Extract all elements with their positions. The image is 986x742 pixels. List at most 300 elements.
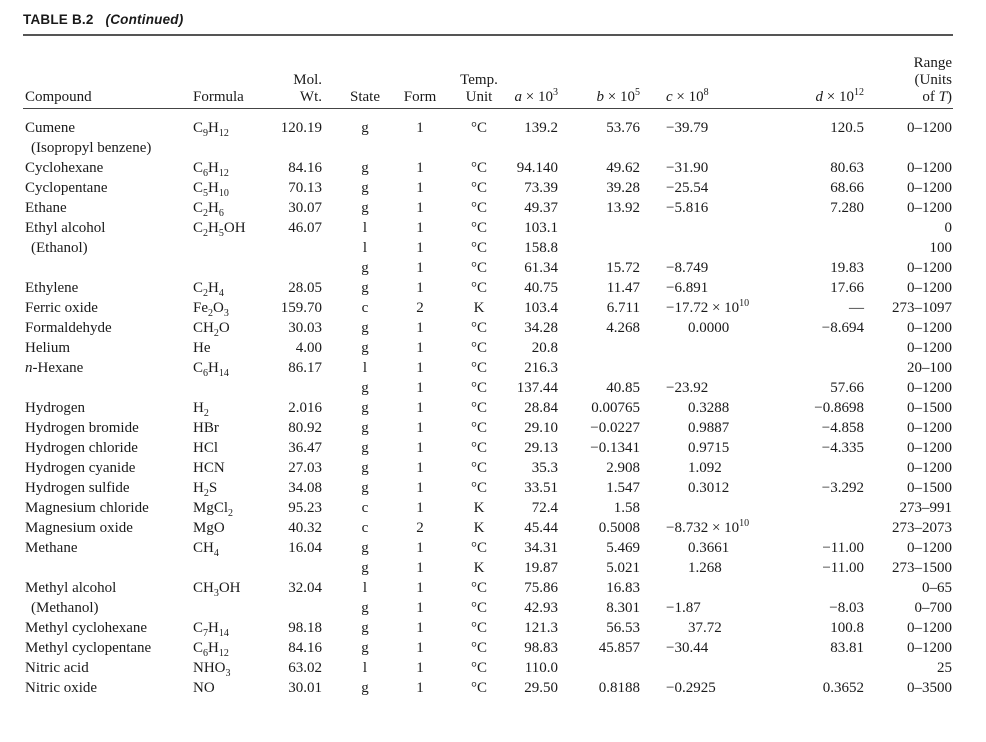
- cell-molwt: 120.19: [280, 120, 322, 136]
- cell-range: 100: [929, 240, 952, 256]
- cell-unit: °C: [470, 180, 487, 196]
- cell-range: 0–1200: [907, 320, 952, 336]
- cell-form: 1: [416, 340, 424, 356]
- cell-molwt: 30.03: [288, 320, 322, 336]
- cell-c: 0.0000: [688, 320, 730, 336]
- cell-d: 80.63: [830, 160, 864, 176]
- cell-unit: °C: [470, 220, 487, 236]
- table-row: [0, 678, 986, 698]
- cell-formula: MgO: [193, 520, 225, 536]
- cell-b: 45.857: [598, 640, 640, 656]
- cell-molwt: 70.13: [288, 180, 322, 196]
- cell-range: 25: [937, 660, 952, 676]
- cell-c: [666, 138, 766, 158]
- cell-c: 1.092: [688, 460, 722, 476]
- cell-compound: Methyl alcohol: [25, 580, 117, 596]
- cell-molwt: 36.47: [288, 440, 322, 456]
- cell-compound: Ethane: [25, 200, 67, 216]
- table-row: [0, 438, 986, 458]
- table-row: [0, 458, 986, 478]
- cell-formula: $H_2S$: [193, 480, 218, 499]
- cell-form: 1: [416, 420, 424, 436]
- cell-a: 61.34: [524, 260, 558, 276]
- cell-form: 1: [416, 540, 424, 556]
- table-row: [0, 578, 986, 598]
- cell-range: 0–1200: [907, 380, 952, 396]
- table-row: [0, 498, 986, 518]
- cell-unit: K: [473, 500, 485, 516]
- cell-state: c: [361, 500, 369, 516]
- cell-state: g: [361, 200, 369, 216]
- cell-range: 0–65: [922, 580, 952, 596]
- cell-state: c: [361, 520, 369, 536]
- cell-d: −3.292: [821, 480, 864, 496]
- cell-b: [560, 138, 640, 158]
- cell-a: 94.140: [516, 160, 558, 176]
- cell-state: [340, 138, 390, 158]
- column-header-unit: Temp. Unit: [460, 72, 498, 105]
- table-row: [0, 118, 986, 138]
- cell-c: −0.2925: [666, 680, 716, 696]
- cell-c: −6.891: [666, 280, 709, 296]
- cell-a: 103.4: [524, 300, 558, 316]
- table-row: [0, 178, 986, 198]
- cell-unit: K: [473, 300, 485, 316]
- cell-compound: Hydrogen sulfide: [25, 480, 130, 496]
- cell-molwt: 2.016: [288, 400, 322, 416]
- cell-formula: $C_9H_{12}$: [193, 120, 229, 139]
- cell-range: 0–1200: [907, 280, 952, 296]
- cell-form: 1: [416, 440, 424, 456]
- cell-d: [768, 358, 864, 378]
- cell-range: 0–700: [914, 600, 952, 616]
- cell-molwt: [268, 558, 322, 578]
- cell-unit: °C: [470, 660, 487, 676]
- column-header-c: $c \times 10^8$: [666, 87, 709, 105]
- cell-unit: °C: [470, 340, 487, 356]
- cell-a: 35.3: [531, 460, 558, 476]
- cell-state: g: [361, 440, 369, 456]
- cell-form: 1: [416, 500, 424, 516]
- cell-compound: Helium: [25, 340, 70, 356]
- table-row: [0, 218, 986, 238]
- cell-a: 40.75: [524, 280, 558, 296]
- cell-molwt: 98.18: [288, 620, 322, 636]
- table-row: [0, 258, 986, 278]
- column-header-range: Range (Units of T): [913, 55, 952, 105]
- column-header-compound: Compound: [25, 89, 92, 105]
- cell-unit: °C: [470, 580, 487, 596]
- cell-unit: °C: [470, 420, 487, 436]
- cell-compound: Magnesium chloride: [25, 500, 149, 516]
- cell-range: 20–100: [907, 360, 952, 376]
- table-caption: [23, 12, 183, 27]
- table-row: [0, 638, 986, 658]
- cell-unit: °C: [470, 680, 487, 696]
- cell-compound: Formaldehyde: [25, 320, 112, 336]
- cell-d: −0.8698: [814, 400, 864, 416]
- cell-d: −4.858: [821, 420, 864, 436]
- cell-c: [666, 658, 766, 678]
- cell-formula: [193, 378, 268, 398]
- cell-formula: $CH_2O$: [193, 320, 230, 339]
- cell-form: 1: [416, 120, 424, 136]
- table-row: [0, 318, 986, 338]
- cell-state: l: [362, 580, 368, 596]
- cell-unit: °C: [470, 240, 487, 256]
- cell-state: g: [361, 540, 369, 556]
- table-label: TABLE B.2: [23, 12, 94, 27]
- cell-formula: [193, 258, 268, 278]
- cell-range: 0–1200: [907, 160, 952, 176]
- cell-state: g: [361, 120, 369, 136]
- cell-a: 29.13: [524, 440, 558, 456]
- cell-molwt: 46.07: [288, 220, 322, 236]
- column-header-form: Form: [403, 89, 437, 105]
- cell-b: [560, 238, 640, 258]
- cell-form: 1: [416, 580, 424, 596]
- cell-c: 0.3288: [688, 400, 730, 416]
- cell-d: [768, 338, 864, 358]
- column-header-a: $a \times 10^3$: [514, 87, 558, 105]
- cell-d: −4.335: [821, 440, 864, 456]
- table-row: [0, 158, 986, 178]
- cell-unit: °C: [470, 440, 487, 456]
- cell-d: −11.00: [822, 560, 864, 576]
- cell-compound: Cumene: [25, 120, 75, 136]
- cell-form: 1: [416, 320, 424, 336]
- cell-b: 40.85: [606, 380, 640, 396]
- cell-b: 1.58: [613, 500, 640, 516]
- cell-range: 0–1200: [907, 440, 952, 456]
- cell-unit: °C: [470, 460, 487, 476]
- table-row: [0, 618, 986, 638]
- cell-a: 34.28: [524, 320, 558, 336]
- cell-compound: Magnesium oxide: [25, 520, 133, 536]
- cell-formula: [193, 598, 268, 618]
- cell-molwt: 4.00: [295, 340, 322, 356]
- cell-formula: $Fe_2O_3$: [193, 300, 229, 319]
- cell-form: 1: [416, 200, 424, 216]
- table-row: [0, 278, 986, 298]
- cell-molwt: [268, 238, 322, 258]
- cell-form: 1: [416, 400, 424, 416]
- cell-d: −8.694: [821, 320, 864, 336]
- cell-c: 0.3661: [688, 540, 730, 556]
- cell-molwt: 34.08: [288, 480, 322, 496]
- table-row: [0, 518, 986, 538]
- cell-molwt: [268, 598, 322, 618]
- cell-a: 72.4: [531, 500, 558, 516]
- cell-range: 273–991: [899, 500, 952, 516]
- cell-state: g: [361, 480, 369, 496]
- cell-formula: [193, 558, 268, 578]
- cell-range: 0–1500: [907, 480, 952, 496]
- cell-c: [666, 358, 766, 378]
- cell-state: g: [361, 400, 369, 416]
- cell-range: 0–1500: [907, 400, 952, 416]
- cell-c: $-17.72 \times 10^{10}$: [666, 298, 750, 316]
- cell-compound: (Methanol): [31, 600, 99, 616]
- cell-c: [666, 238, 766, 258]
- cell-formula: MgCl$_2$: [193, 500, 234, 519]
- cell-a: 45.44: [524, 520, 558, 536]
- cell-form: 1: [416, 640, 424, 656]
- cell-formula: [193, 238, 268, 258]
- cell-form: 1: [416, 280, 424, 296]
- cell-range: 273–2073: [892, 520, 952, 536]
- cell-state: g: [361, 560, 369, 576]
- cell-compound: Ethylene: [25, 280, 79, 296]
- cell-formula: $C_2H_6$: [193, 200, 224, 219]
- cell-c: $-8.732 \times 10^{10}$: [666, 518, 750, 536]
- cell-d: 83.81: [830, 640, 864, 656]
- cell-formula: HBr: [193, 420, 219, 436]
- cell-a: 19.87: [524, 560, 558, 576]
- cell-a: 49.37: [524, 200, 558, 216]
- cell-molwt: 84.16: [288, 160, 322, 176]
- continued-label: (Continued): [105, 12, 184, 27]
- cell-formula: HCl: [193, 440, 219, 456]
- cell-d: —: [849, 300, 864, 316]
- cell-form: 1: [416, 680, 424, 696]
- cell-molwt: 63.02: [288, 660, 322, 676]
- cell-unit: °C: [470, 600, 487, 616]
- cell-unit: °C: [470, 360, 487, 376]
- cell-unit: °C: [470, 380, 487, 396]
- cell-a: 98.83: [524, 640, 558, 656]
- cell-form: [397, 138, 443, 158]
- cell-state: g: [361, 280, 369, 296]
- cell-unit: °C: [470, 200, 487, 216]
- cell-compound: [25, 258, 190, 278]
- cell-form: 1: [416, 220, 424, 236]
- cell-b: [560, 338, 640, 358]
- cell-c: −25.54: [666, 180, 709, 196]
- cell-formula: $C_2H_5OH$: [193, 220, 246, 239]
- cell-form: 1: [416, 240, 424, 256]
- cell-b: 15.72: [606, 260, 640, 276]
- cell-a: 139.2: [524, 120, 558, 136]
- cell-d: 57.66: [830, 380, 864, 396]
- cell-a: 42.93: [524, 600, 558, 616]
- cell-d: −8.03: [829, 600, 864, 616]
- cell-formula: $C_7H_{14}$: [193, 620, 229, 639]
- cell-c: −30.44: [666, 640, 709, 656]
- cell-range: 0–1200: [907, 120, 952, 136]
- cell-form: 1: [416, 460, 424, 476]
- cell-d: [768, 518, 864, 538]
- cell-unit: °C: [470, 120, 487, 136]
- table-row: [0, 358, 986, 378]
- cell-a: 34.31: [524, 540, 558, 556]
- cell-c: −5.816: [666, 200, 709, 216]
- cell-a: [507, 138, 558, 158]
- cell-state: g: [361, 260, 369, 276]
- cell-d: [768, 218, 864, 238]
- cell-a: 75.86: [524, 580, 558, 596]
- cell-form: 1: [416, 660, 424, 676]
- cell-state: c: [361, 300, 369, 316]
- cell-form: 1: [416, 480, 424, 496]
- cell-d: [768, 458, 864, 478]
- cell-state: g: [361, 640, 369, 656]
- cell-c: −31.90: [666, 160, 709, 176]
- cell-formula: $C_6H_{12}$: [193, 160, 229, 179]
- cell-a: 216.3: [524, 360, 558, 376]
- cell-b: 53.76: [606, 120, 640, 136]
- cell-molwt: 80.92: [288, 420, 322, 436]
- cell-molwt: [268, 378, 322, 398]
- cell-state: g: [361, 460, 369, 476]
- cell-d: [768, 238, 864, 258]
- table-row: [0, 378, 986, 398]
- cell-state: l: [362, 660, 368, 676]
- table-row: [0, 658, 986, 678]
- cell-compound: Methyl cyclopentane: [25, 640, 152, 656]
- cell-molwt: 95.23: [288, 500, 322, 516]
- table-row: [0, 538, 986, 558]
- cell-compound: (Ethanol): [31, 240, 88, 256]
- cell-c: [666, 218, 766, 238]
- cell-b: 56.53: [606, 620, 640, 636]
- cell-molwt: 40.32: [288, 520, 322, 536]
- cell-form: 1: [416, 160, 424, 176]
- cell-molwt: 16.04: [288, 540, 322, 556]
- cell-unit: °C: [470, 400, 487, 416]
- cell-unit: °C: [470, 640, 487, 656]
- cell-range: 0–1200: [907, 420, 952, 436]
- cell-unit: K: [473, 560, 485, 576]
- table-row: [0, 238, 986, 258]
- cell-molwt: [268, 258, 322, 278]
- table-row: [0, 478, 986, 498]
- cell-c: 0.9887: [688, 420, 730, 436]
- cell-d: 0.3652: [822, 680, 864, 696]
- cell-state: g: [361, 680, 369, 696]
- column-header-b: $b \times 10^5$: [596, 87, 640, 105]
- cell-compound: Hydrogen: [25, 400, 85, 416]
- cell-form: 1: [416, 380, 424, 396]
- cell-state: g: [361, 600, 369, 616]
- cell-formula: [193, 138, 268, 158]
- cell-unit: °C: [470, 540, 487, 556]
- cell-d: [768, 138, 864, 158]
- cell-range: 0–1200: [907, 200, 952, 216]
- cell-range: 0–3500: [907, 680, 952, 696]
- cell-form: 1: [416, 560, 424, 576]
- cell-molwt: 30.01: [288, 680, 322, 696]
- cell-a: 28.84: [524, 400, 558, 416]
- cell-molwt: 30.07: [288, 200, 322, 216]
- cell-b: 5.021: [606, 560, 640, 576]
- cell-compound: Methane: [25, 540, 78, 556]
- cell-formula: $NHO_3$: [193, 660, 231, 679]
- cell-c: −39.79: [666, 120, 709, 136]
- cell-range: 0–1200: [907, 460, 952, 476]
- cell-unit: °C: [470, 480, 487, 496]
- table-row: [0, 138, 986, 158]
- cell-formula: He: [193, 340, 211, 356]
- cell-state: l: [362, 360, 368, 376]
- cell-formula: $C_5H_{10}$: [193, 180, 229, 199]
- cell-form: 1: [416, 180, 424, 196]
- cell-a: 33.51: [524, 480, 558, 496]
- top-rule: [23, 34, 953, 36]
- cell-b: 11.47: [606, 280, 640, 296]
- column-header-molwt: Mol. Wt.: [293, 72, 322, 105]
- cell-d: [768, 498, 864, 518]
- cell-unit: °C: [470, 160, 487, 176]
- cell-a: 137.44: [516, 380, 558, 396]
- cell-form: 2: [416, 300, 424, 316]
- cell-a: 20.8: [531, 340, 558, 356]
- cell-unit: [451, 138, 507, 158]
- cell-compound: Hydrogen bromide: [25, 420, 139, 436]
- cell-molwt: 84.16: [288, 640, 322, 656]
- table-row: [0, 418, 986, 438]
- table-row: [0, 198, 986, 218]
- cell-state: g: [361, 340, 369, 356]
- cell-b: 0.5008: [598, 520, 640, 536]
- cell-b: 2.908: [606, 460, 640, 476]
- cell-b: [560, 358, 640, 378]
- cell-formula: $CH_4$: [193, 540, 219, 559]
- cell-compound: Ethyl alcohol: [25, 220, 106, 236]
- cell-b: [560, 218, 640, 238]
- cell-state: g: [361, 160, 369, 176]
- cell-d: [768, 578, 864, 598]
- cell-formula: $CH_3OH$: [193, 580, 241, 599]
- table-row: [0, 298, 986, 318]
- cell-state: g: [361, 620, 369, 636]
- cell-state: g: [361, 180, 369, 196]
- cell-formula: $C_6H_{12}$: [193, 640, 229, 659]
- cell-b: −0.1341: [590, 440, 640, 456]
- cell-c: −23.92: [666, 380, 709, 396]
- column-header-formula: Formula: [193, 89, 244, 105]
- cell-range: [870, 138, 952, 158]
- cell-d: [768, 658, 864, 678]
- cell-compound: Cyclopentane: [25, 180, 108, 196]
- cell-d: 68.66: [830, 180, 864, 196]
- cell-d: 100.8: [830, 620, 864, 636]
- cell-molwt: 27.03: [288, 460, 322, 476]
- cell-formula: $C_2H_4$: [193, 280, 224, 299]
- column-header-d: $d \times 10^{12}$: [815, 87, 864, 105]
- cell-range: 0–1200: [907, 260, 952, 276]
- cell-compound: Methyl cyclohexane: [25, 620, 148, 636]
- cell-a: 121.3: [524, 620, 558, 636]
- cell-molwt: 159.70: [280, 300, 322, 316]
- cell-b: 49.62: [606, 160, 640, 176]
- cell-b: [560, 658, 640, 678]
- cell-b: 4.268: [606, 320, 640, 336]
- cell-compound: Hydrogen chloride: [25, 440, 138, 456]
- table-row: [0, 598, 986, 618]
- cell-b: 0.8188: [598, 680, 640, 696]
- cell-range: 0–1200: [907, 640, 952, 656]
- cell-compound: n-Hexane: [25, 360, 84, 376]
- cell-range: 0–1200: [907, 180, 952, 196]
- cell-c: [666, 498, 766, 518]
- cell-range: 273–1500: [892, 560, 952, 576]
- cell-c: 37.72: [688, 620, 722, 636]
- cell-b: 5.469: [606, 540, 640, 556]
- cell-state: l: [362, 220, 368, 236]
- cell-compound: Ferric oxide: [25, 300, 98, 316]
- cell-a: 29.50: [524, 680, 558, 696]
